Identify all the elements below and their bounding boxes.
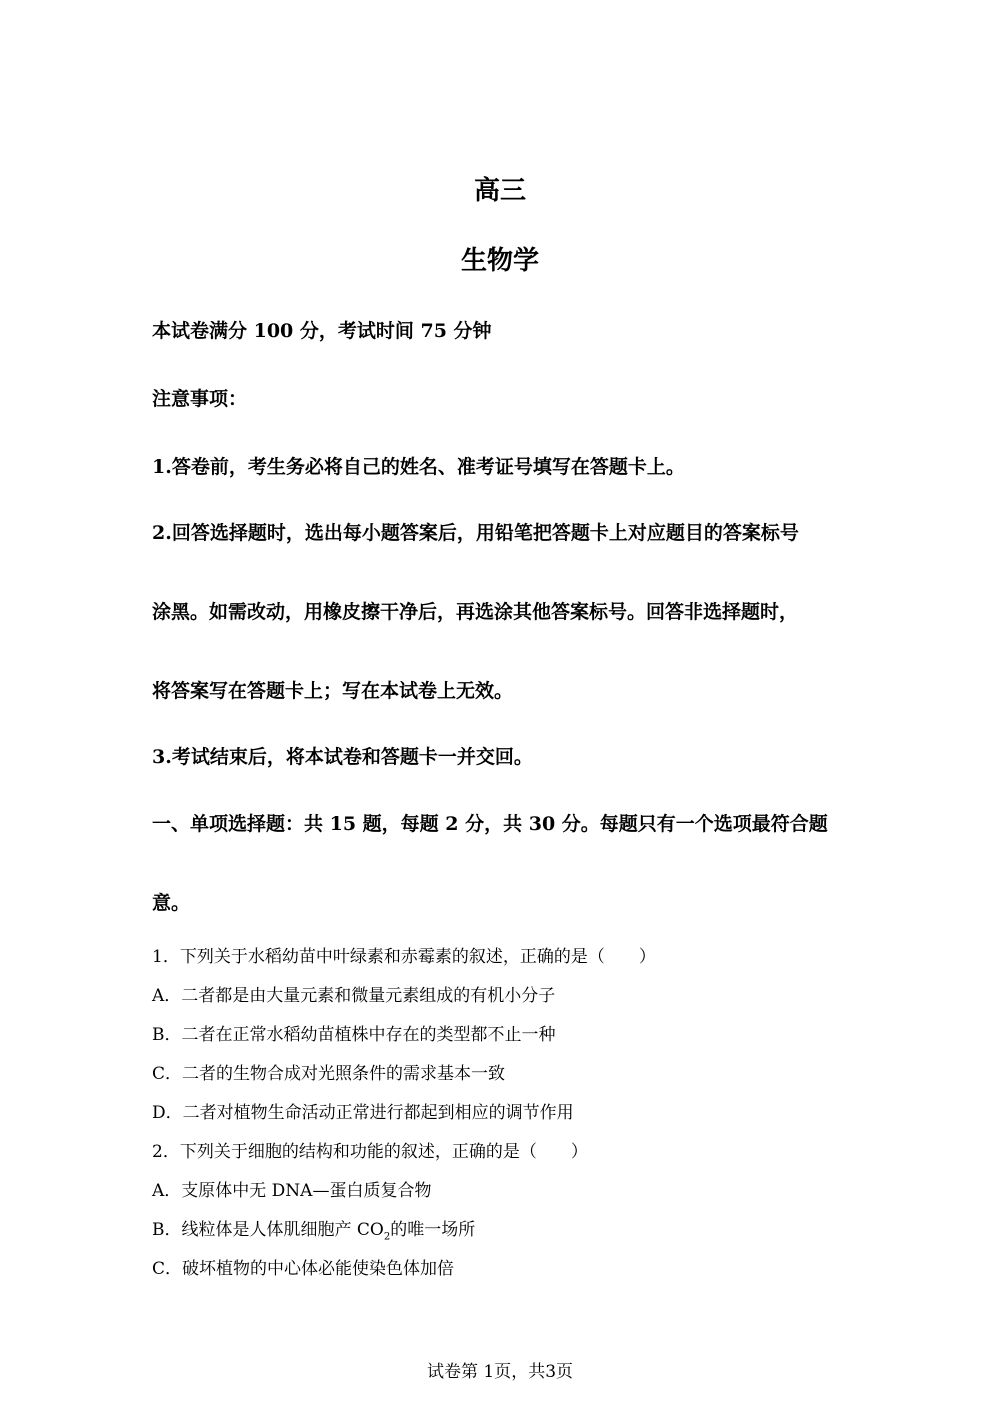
subject-title: 生物学 (460, 246, 539, 276)
note-3: 3.考试结束后，将本试卷和答题卡一并交回。 (152, 746, 533, 768)
question-1-option-a: A．二者都是由大量元素和微量元素组成的有机小分子 (152, 986, 556, 1006)
score-line: 本试卷满分 100 分，考试时间 75 分钟 (152, 320, 492, 342)
note-2-line-3: 将答案写在答题卡上；写在本试卷上无效。 (152, 680, 514, 702)
question-1-option-d: D．二者对植物生命活动正常进行都起到相应的调节作用 (152, 1103, 574, 1123)
page-footer: 试卷第 1页，共3页 (426, 1362, 574, 1382)
question-2-option-b-text: B．线粒体是人体肌细胞产 CO (152, 1220, 384, 1240)
section-heading-line-2: 意。 (152, 892, 191, 914)
notes-title: 注意事项： (152, 388, 248, 410)
question-2-option-a: A．支原体中无 DNA—蛋白质复合物 (152, 1181, 432, 1201)
question-1-stem: 1．下列关于水稻幼苗中叶绿素和赤霉素的叙述，正确的是（ ） (152, 947, 656, 967)
question-1-option-c: C．二者的生物合成对光照条件的需求基本一致 (152, 1064, 506, 1084)
question-2-option-c: C．破坏植物的中心体必能使染色体加倍 (152, 1259, 455, 1279)
note-1: 1.答卷前，考生务必将自己的姓名、准考证号填写在答题卡上。 (152, 456, 685, 478)
question-2-option-b (152, 1215, 475, 1242)
question-2-option-b-text-end: 的唯一场所 (390, 1220, 476, 1240)
note-2-line-2: 涂黑。如需改动，用橡皮擦干净后，再选涂其他答案标号。回答非选择题时， (152, 601, 799, 623)
note-2-line-1: 2.回答选择题时，选出每小题答案后，用铅笔把答题卡上对应题目的答案标号 (152, 522, 799, 544)
section-heading-line-1: 一、单项选择题：共 15 题，每题 2 分，共 30 分。每题只有一个选项最符合题 (152, 813, 828, 835)
question-2-option-b-subscript: 2 (383, 1231, 391, 1243)
question-2-stem: 2．下列关于细胞的结构和功能的叙述，正确的是（ ） (152, 1142, 588, 1162)
question-1-option-b: B．二者在正常水稻幼苗植株中存在的类型都不止一种 (152, 1025, 556, 1045)
grade-title: 高三 (473, 176, 526, 206)
